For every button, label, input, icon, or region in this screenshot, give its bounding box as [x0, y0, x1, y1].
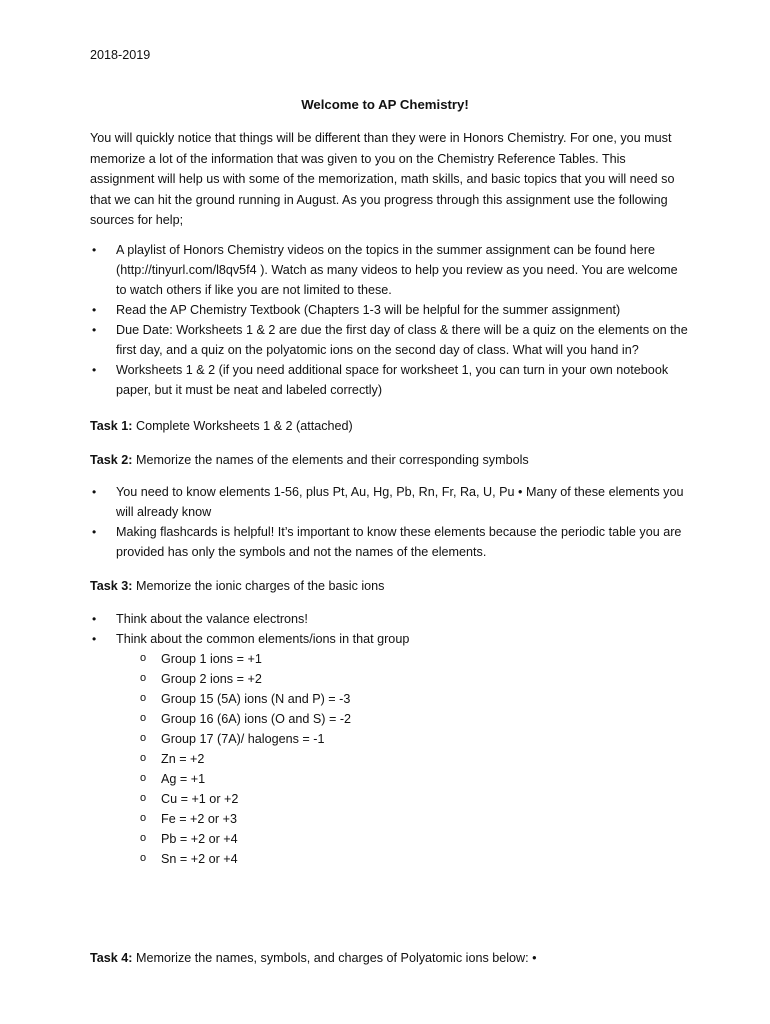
list-item: • You need to know elements 1-56, plus Pt, Au, Hg, Pb, Rn, Fr, Ra, U, Pu • Many of these elements you will already know — [90, 482, 690, 522]
ion-charge-item: o Pb = +2 or +4 — [90, 829, 690, 849]
list-item: • A playlist of Honors Chemistry videos on the topics in the summer assignment can be found here (http://tinyurl.com/l8qv5f4 ). Watch as many videos to help you review as you need. You are welcome to watch others if like you are not limited to these. — [90, 240, 690, 300]
sources-section — [90, 240, 690, 400]
ion-charge-item: o Group 15 (5A) ions (N and P) = -3 — [90, 689, 690, 709]
task-text: Memorize the names of the elements and their corresponding symbols — [132, 453, 529, 467]
list-item: • Think about the valance electrons! — [90, 609, 690, 629]
ion-charge-list — [90, 649, 690, 869]
task-1 — [90, 416, 690, 436]
list-item: • Read the AP Chemistry Textbook (Chapters 1-3 will be helpful for the summer assignment) — [90, 300, 690, 320]
task-text: Memorize the ionic charges of the basic ions — [132, 579, 385, 593]
task-label: Task 1: — [90, 419, 133, 433]
task-label: Task 4: — [90, 951, 133, 965]
ion-charge-item: o Group 1 ions = +1 — [90, 649, 690, 669]
task-label: Task 3: — [90, 579, 133, 593]
task-3 — [90, 576, 690, 596]
ion-charge-item: o Cu = +1 or +2 — [90, 789, 690, 809]
school-year: 2018-2019 — [90, 48, 151, 62]
task-2-bullets — [90, 482, 690, 562]
sources-list — [90, 240, 690, 400]
list-item: • Worksheets 1 & 2 (if you need additional space for worksheet 1, you can turn in your own notebook paper, but it must be neat and labeled correctly) — [90, 360, 690, 400]
ion-charge-item: o Sn = +2 or +4 — [90, 849, 690, 869]
task-2 — [90, 450, 690, 470]
ion-charge-item: o Group 17 (7A)/ halogens = -1 — [90, 729, 690, 749]
list-item: • Due Date: Worksheets 1 & 2 are due the first day of class & there will be a quiz on the elements on the first day, and a quiz on the polyatomic ions on the second day of class. What will you hand in? — [90, 320, 690, 360]
task-text: Complete Worksheets 1 & 2 (attached) — [132, 419, 353, 433]
list-item: • Making flashcards is helpful! It’s important to know these elements because the periodic table you are provided has only the symbols and not the names of the elements. — [90, 522, 690, 562]
ion-charge-item: o Zn = +2 — [90, 749, 690, 769]
intro-paragraph: You will quickly notice that things will be different than they were in Honors Chemistry. For one, you must memorize a lot of the information that was given to you on the Chemistry Reference Tables. This assignment will help us with some of the memorization, math skills, and basic topics that you will need so that we can hit the ground running in August. As you progress through this assignment use the following sources for help; — [90, 131, 675, 227]
page-title: Welcome to AP Chemistry! — [301, 97, 469, 112]
ion-charge-item: o Ag = +1 — [90, 769, 690, 789]
ion-charge-item: o Group 2 ions = +2 — [90, 669, 690, 689]
task-3-bullets — [90, 609, 690, 869]
list-item: • Think about the common elements/ions in that group — [90, 629, 690, 649]
ion-charge-item: o Fe = +2 or +3 — [90, 809, 690, 829]
ion-charge-item: o Group 16 (6A) ions (O and S) = -2 — [90, 709, 690, 729]
task-label: Task 2: — [90, 453, 133, 467]
task-text: Memorize the names, symbols, and charges of Polyatomic ions below: • — [132, 951, 537, 965]
task-4 — [90, 948, 690, 968]
